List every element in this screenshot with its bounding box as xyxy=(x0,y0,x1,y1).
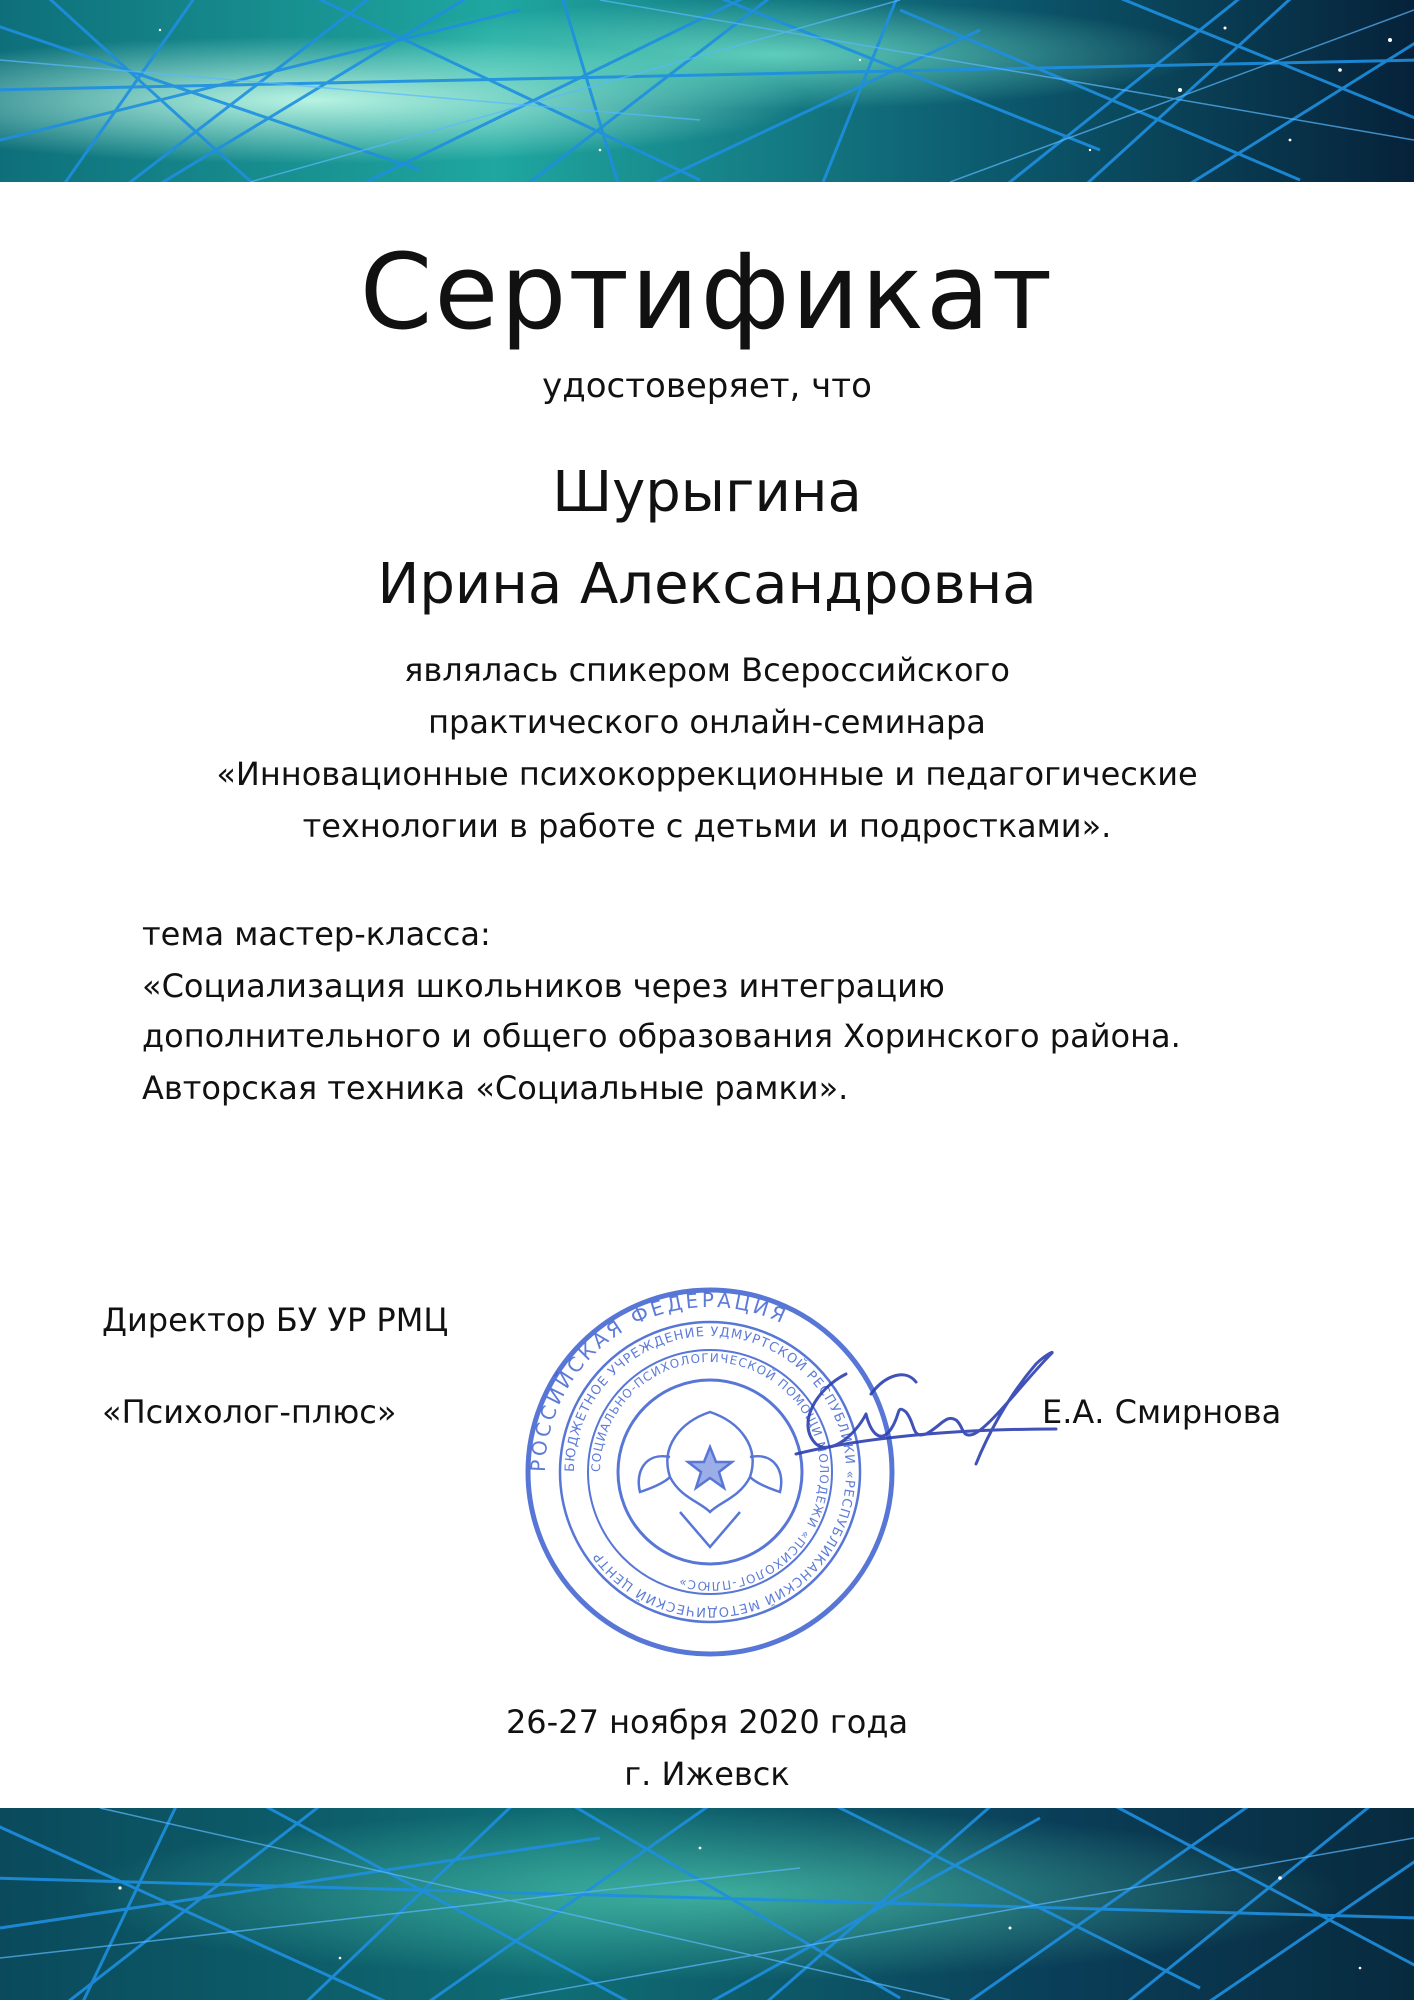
stamp-inner-text: СОЦИАЛЬНО-ПСИХОЛОГИЧЕСКОЙ ПОМОЩИ МОЛОДЕЖИ «ПСИХОЛОГ-ПЛЮС» xyxy=(588,1350,832,1594)
event-city: г. Ижевск xyxy=(624,1755,790,1793)
body-line: технологии в работе с детьми и подростками». xyxy=(302,807,1112,845)
stamp-middle-text: БЮДЖЕТНОЕ УЧРЕЖДЕНИЕ УДМУРТСКОЙ РЕСПУБЛИКИ «РЕСПУБЛИКАНСКИЙ МЕТОДИЧЕСКИЙ ЦЕНТР xyxy=(562,1324,858,1620)
body-line: являлась спикером Всероссийского xyxy=(404,651,1010,689)
certificate-subtitle: удостоверяет, что xyxy=(542,366,872,406)
director-organization: «Психолог-плюс» xyxy=(102,1393,397,1431)
stamp-emblem-icon xyxy=(639,1412,782,1547)
bottom-network-pattern xyxy=(0,1808,1414,2000)
theme-line: Авторская техника «Социальные рамки». xyxy=(142,1069,849,1107)
body-line: «Инновационные психокоррекционные и педагогические xyxy=(216,755,1198,793)
bottom-decorative-band xyxy=(0,1808,1414,2000)
top-network-pattern xyxy=(0,0,1414,182)
director-title: Директор БУ УР РМЦ xyxy=(102,1301,449,1339)
event-date: 26-27 ноября 2020 года xyxy=(505,1703,909,1741)
recipient-given-names: Ирина Александровна xyxy=(377,552,1037,617)
theme-label: тема мастер-класса: xyxy=(142,915,491,953)
director-name: Е.А. Смирнова xyxy=(1042,1393,1282,1431)
theme-line: дополнительного и общего образования Хоринского района. xyxy=(142,1017,1181,1055)
stamp-outer-text: РОССИЙСКАЯ ФЕДЕРАЦИЯ xyxy=(525,1287,792,1473)
recipient-surname: Шурыгина xyxy=(552,460,862,525)
top-decorative-band xyxy=(0,0,1414,182)
body-line: практического онлайн-семинара xyxy=(428,703,986,741)
certificate-title: Сертификат xyxy=(359,231,1055,353)
theme-line: «Социализация школьников через интеграцию xyxy=(142,967,945,1005)
handwritten-signature-icon xyxy=(776,1334,1066,1484)
